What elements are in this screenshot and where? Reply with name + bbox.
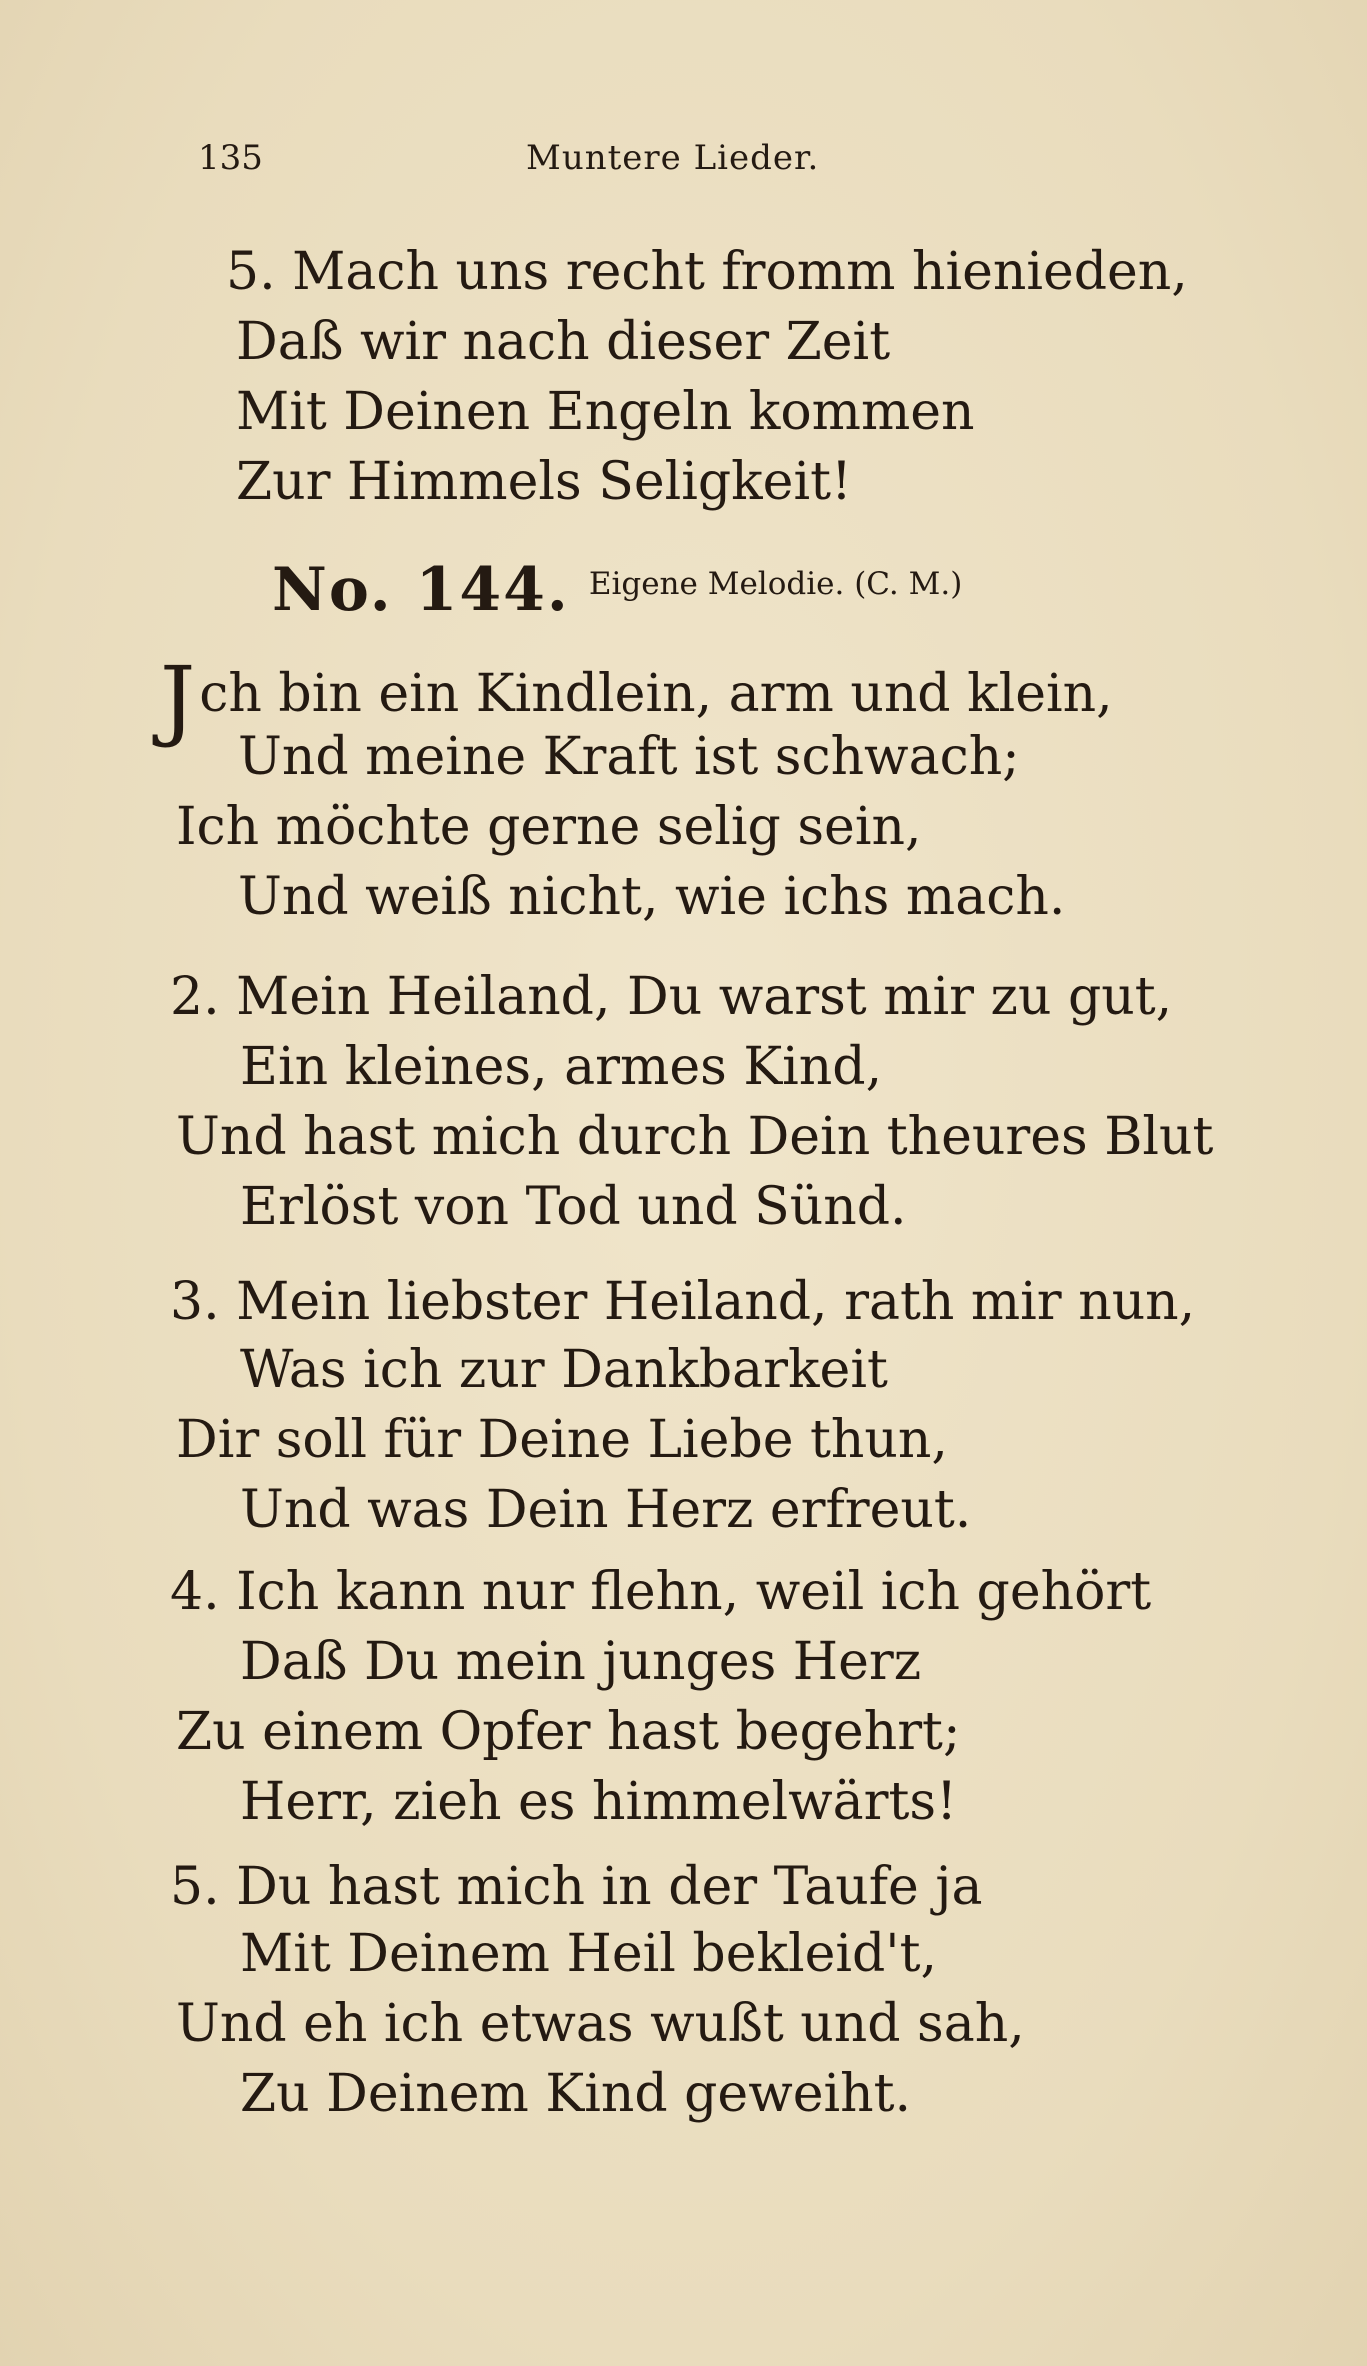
hymn-melody: Eigene Melodie. (C. M.)	[588, 566, 963, 602]
verse-line: 3. Mein liebster Heiland, rath mir nun,	[170, 1272, 1196, 1332]
verse-line: 5. Mach uns recht fromm hienieden,	[226, 242, 1188, 302]
first-line-text: ch bin ein Kindlein, arm und klein,	[199, 664, 1113, 724]
running-head	[198, 138, 1098, 188]
verse-line: 4. Ich kann nur flehn, weil ich gehört	[170, 1562, 1152, 1622]
running-title: Muntere Lieder.	[526, 138, 820, 178]
verse-line: Und weiß nicht, wie ichs mach.	[238, 867, 1066, 927]
verse-line: Und meine Kraft ist schwach;	[238, 727, 1020, 787]
verse-line: Erlöst von Tod und Sünd.	[240, 1177, 907, 1237]
verse-line: Ich möchte gerne selig sein,	[176, 797, 922, 857]
verse-line: Zu einem Opfer hast begehrt;	[176, 1702, 961, 1762]
verse-line: Und eh ich etwas wußt und sah,	[176, 1994, 1025, 2054]
verse-line: Zur Himmels Seligkeit!	[236, 452, 852, 512]
verse-line: Mit Deinem Heil bekleid't,	[240, 1924, 938, 1984]
verse-line: Dir soll für Deine Liebe thun,	[176, 1410, 948, 1470]
hymn-heading	[272, 555, 962, 625]
page-number: 135	[198, 138, 263, 178]
verse-line: Zu Deinem Kind geweiht.	[240, 2064, 912, 2124]
verse-line: Daß wir nach dieser Zeit	[236, 312, 891, 372]
verse-line: Und hast mich durch Dein theures Blut	[176, 1107, 1214, 1167]
verse-line: Ein kleines, armes Kind,	[240, 1037, 883, 1097]
verse-line: Herr, zieh es himmelwärts!	[240, 1772, 957, 1832]
verse-line: Daß Du mein junges Herz	[240, 1632, 922, 1692]
verse-line	[160, 647, 1113, 750]
drop-cap: J	[160, 647, 196, 750]
verse-line: Und was Dein Herz erfreut.	[240, 1480, 972, 1540]
verse-line: 2. Mein Heiland, Du warst mir zu gut,	[170, 967, 1173, 1027]
verse-line: Mit Deinen Engeln kommen	[236, 382, 975, 442]
hymn-number: No. 144.	[272, 555, 570, 625]
verse-line: Was ich zur Dankbarkeit	[240, 1340, 888, 1400]
verse-line: 5. Du hast mich in der Taufe ja	[170, 1857, 983, 1917]
